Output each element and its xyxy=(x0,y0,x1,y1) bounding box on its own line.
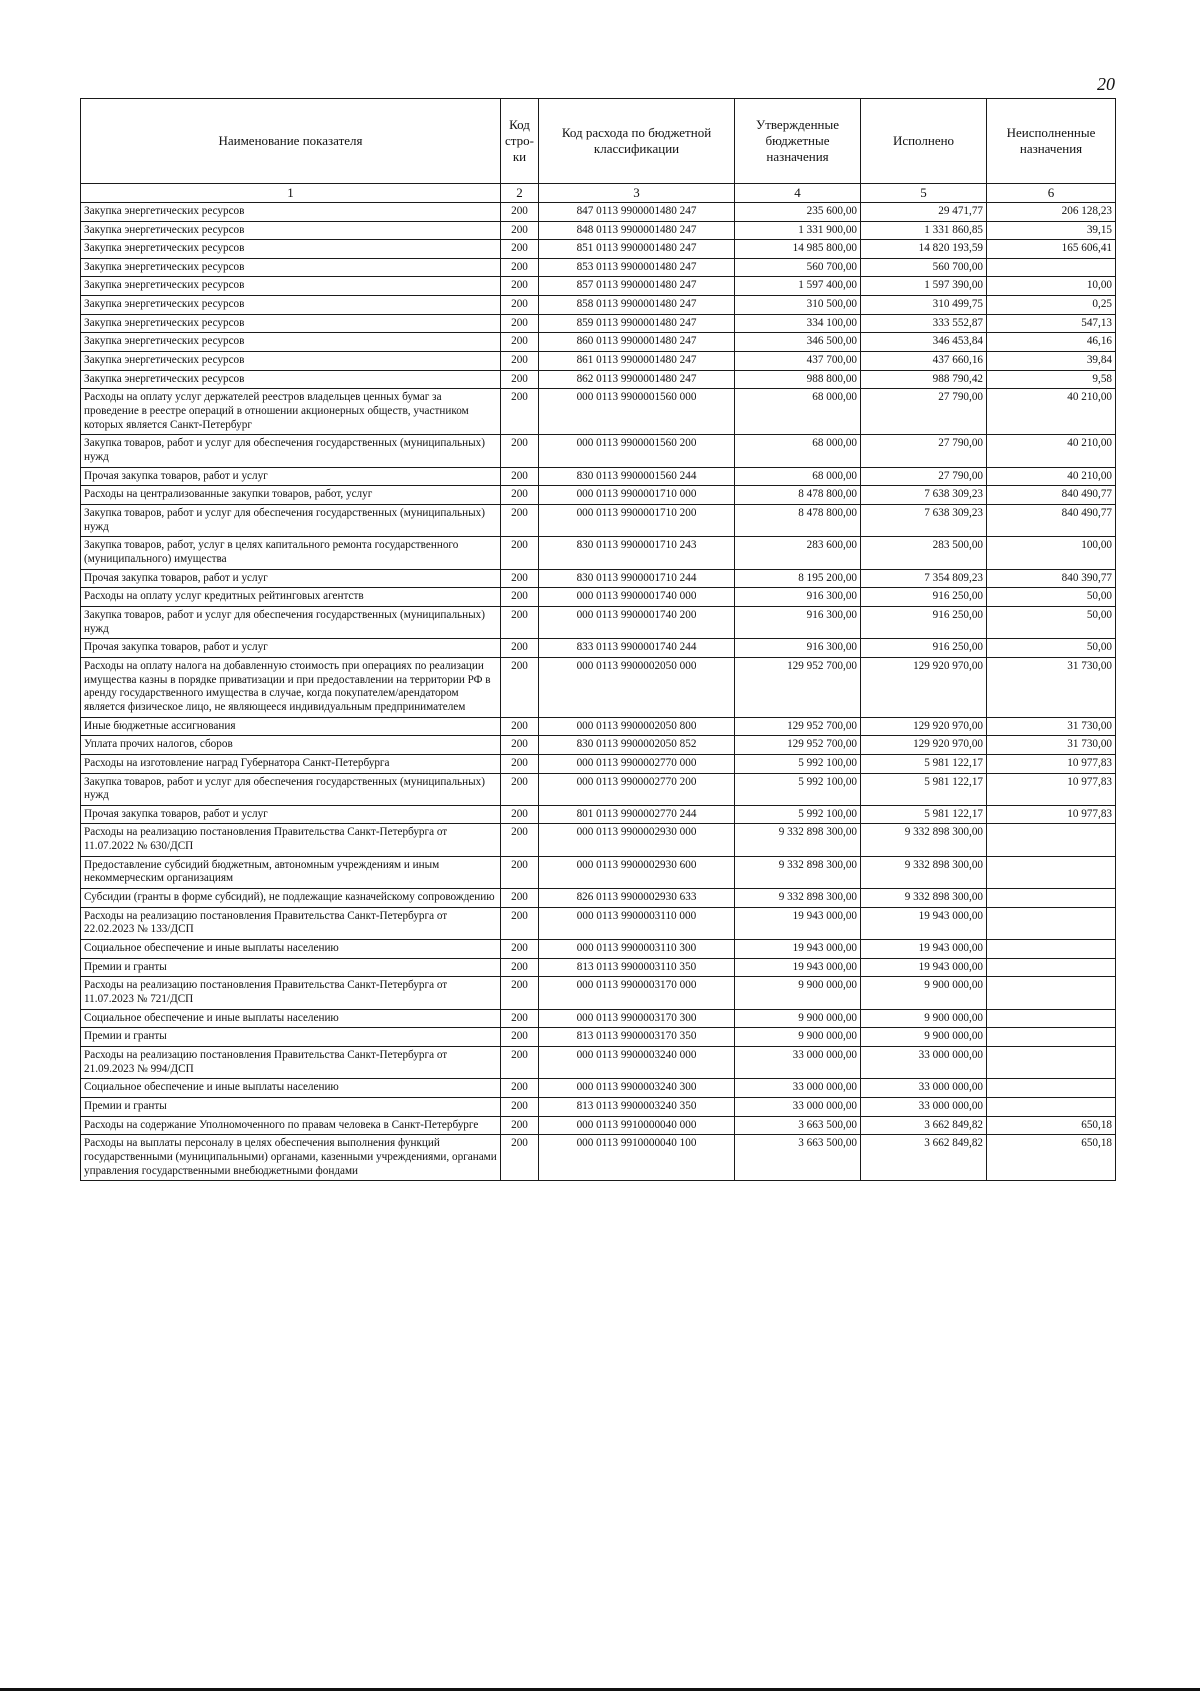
indicator-name-cell: Расходы на содержание Уполномоченного по правам человека в Санкт-Петербурге xyxy=(81,1116,501,1135)
unexecuted-amount-cell: 40 210,00 xyxy=(987,389,1116,435)
indicator-name-cell: Закупка товаров, работ и услуг для обеспечения государственных (муниципальных) нужд xyxy=(81,505,501,537)
row-code-cell: 200 xyxy=(501,824,539,856)
approved-amount-cell: 916 300,00 xyxy=(735,588,861,607)
table-row xyxy=(81,1028,1116,1047)
row-code-cell: 200 xyxy=(501,773,539,805)
approved-amount-cell: 1 597 400,00 xyxy=(735,277,861,296)
approved-amount-cell: 14 985 800,00 xyxy=(735,240,861,259)
table-row xyxy=(81,467,1116,486)
executed-amount-cell: 33 000 000,00 xyxy=(861,1079,987,1098)
indicator-name-cell: Расходы на реализацию постановления Правительства Санкт-Петербурга от 22.02.2023 № 133/ДСП xyxy=(81,907,501,939)
budget-code-cell: 000 0113 9900003170 300 xyxy=(539,1009,735,1028)
unexecuted-amount-cell: 10 977,83 xyxy=(987,773,1116,805)
unexecuted-amount-cell: 31 730,00 xyxy=(987,657,1116,717)
executed-amount-cell: 19 943 000,00 xyxy=(861,907,987,939)
budget-code-cell: 000 0113 9900001560 000 xyxy=(539,389,735,435)
approved-amount-cell: 437 700,00 xyxy=(735,352,861,371)
executed-amount-cell: 129 920 970,00 xyxy=(861,717,987,736)
approved-amount-cell: 33 000 000,00 xyxy=(735,1079,861,1098)
approved-amount-cell: 9 332 898 300,00 xyxy=(735,889,861,908)
executed-amount-cell: 333 552,87 xyxy=(861,314,987,333)
approved-amount-cell: 1 331 900,00 xyxy=(735,221,861,240)
executed-amount-cell: 437 660,16 xyxy=(861,352,987,371)
budget-code-cell: 858 0113 9900001480 247 xyxy=(539,296,735,315)
approved-amount-cell: 19 943 000,00 xyxy=(735,907,861,939)
budget-code-cell: 813 0113 9900003170 350 xyxy=(539,1028,735,1047)
approved-amount-cell: 235 600,00 xyxy=(735,202,861,221)
row-code-cell: 200 xyxy=(501,352,539,371)
budget-code-cell: 830 0113 9900001710 243 xyxy=(539,537,735,569)
unexecuted-amount-cell xyxy=(987,1097,1116,1116)
table-row xyxy=(81,907,1116,939)
approved-amount-cell: 9 900 000,00 xyxy=(735,1028,861,1047)
table-row xyxy=(81,1079,1116,1098)
table-row xyxy=(81,958,1116,977)
row-code-cell: 200 xyxy=(501,277,539,296)
unexecuted-amount-cell: 206 128,23 xyxy=(987,202,1116,221)
header-row-code: Код стро-ки xyxy=(501,99,539,184)
unexecuted-amount-cell: 650,18 xyxy=(987,1135,1116,1181)
executed-amount-cell: 7 638 309,23 xyxy=(861,505,987,537)
table-row xyxy=(81,856,1116,888)
unexecuted-amount-cell: 40 210,00 xyxy=(987,467,1116,486)
unexecuted-amount-cell: 840 390,77 xyxy=(987,569,1116,588)
row-code-cell: 200 xyxy=(501,296,539,315)
unexecuted-amount-cell: 100,00 xyxy=(987,537,1116,569)
budget-code-cell: 000 0113 9900003110 000 xyxy=(539,907,735,939)
executed-amount-cell: 29 471,77 xyxy=(861,202,987,221)
row-code-cell: 200 xyxy=(501,940,539,959)
indicator-name-cell: Прочая закупка товаров, работ и услуг xyxy=(81,805,501,824)
row-code-cell: 200 xyxy=(501,221,539,240)
header-indicator-name: Наименование показателя xyxy=(81,99,501,184)
table-row xyxy=(81,389,1116,435)
budget-code-cell: 813 0113 9900003110 350 xyxy=(539,958,735,977)
row-code-cell: 200 xyxy=(501,1009,539,1028)
table-row xyxy=(81,736,1116,755)
column-number: 1 xyxy=(81,184,501,203)
budget-code-cell: 801 0113 9900002770 244 xyxy=(539,805,735,824)
budget-code-cell: 000 0113 9900003240 000 xyxy=(539,1047,735,1079)
table-row xyxy=(81,889,1116,908)
column-number: 2 xyxy=(501,184,539,203)
indicator-name-cell: Социальное обеспечение и иные выплаты населению xyxy=(81,1009,501,1028)
budget-code-cell: 000 0113 9900002770 200 xyxy=(539,773,735,805)
executed-amount-cell: 7 638 309,23 xyxy=(861,486,987,505)
column-number: 3 xyxy=(539,184,735,203)
header-executed: Исполнено xyxy=(861,99,987,184)
unexecuted-amount-cell: 31 730,00 xyxy=(987,717,1116,736)
executed-amount-cell: 560 700,00 xyxy=(861,258,987,277)
approved-amount-cell: 19 943 000,00 xyxy=(735,940,861,959)
table-row xyxy=(81,606,1116,638)
table-row xyxy=(81,717,1116,736)
table-row xyxy=(81,754,1116,773)
approved-amount-cell: 916 300,00 xyxy=(735,606,861,638)
budget-code-cell: 000 0113 9910000040 100 xyxy=(539,1135,735,1181)
unexecuted-amount-cell xyxy=(987,889,1116,908)
table-row xyxy=(81,486,1116,505)
table-row xyxy=(81,370,1116,389)
executed-amount-cell: 27 790,00 xyxy=(861,435,987,467)
budget-code-cell: 830 0113 9900001560 244 xyxy=(539,467,735,486)
budget-code-cell: 000 0113 9900003170 000 xyxy=(539,977,735,1009)
approved-amount-cell: 68 000,00 xyxy=(735,467,861,486)
approved-amount-cell: 560 700,00 xyxy=(735,258,861,277)
executed-amount-cell: 9 332 898 300,00 xyxy=(861,824,987,856)
indicator-name-cell: Прочая закупка товаров, работ и услуг xyxy=(81,639,501,658)
row-code-cell: 200 xyxy=(501,1028,539,1047)
approved-amount-cell: 68 000,00 xyxy=(735,435,861,467)
budget-code-cell: 861 0113 9900001480 247 xyxy=(539,352,735,371)
budget-code-cell: 813 0113 9900003240 350 xyxy=(539,1097,735,1116)
unexecuted-amount-cell xyxy=(987,856,1116,888)
row-code-cell: 200 xyxy=(501,958,539,977)
executed-amount-cell: 3 662 849,82 xyxy=(861,1116,987,1135)
indicator-name-cell: Расходы на реализацию постановления Правительства Санкт-Петербурга от 21.09.2023 № 994/ДСП xyxy=(81,1047,501,1079)
row-code-cell: 200 xyxy=(501,1135,539,1181)
budget-code-cell: 851 0113 9900001480 247 xyxy=(539,240,735,259)
budget-code-cell: 847 0113 9900001480 247 xyxy=(539,202,735,221)
indicator-name-cell: Уплата прочих налогов, сборов xyxy=(81,736,501,755)
row-code-cell: 200 xyxy=(501,435,539,467)
row-code-cell: 200 xyxy=(501,588,539,607)
row-code-cell: 200 xyxy=(501,1116,539,1135)
indicator-name-cell: Расходы на оплату услуг держателей реестров владельцев ценных бумаг за проведение в реестре операций в отношении акционерных обществ, участником которых является Санкт-Петербург xyxy=(81,389,501,435)
budget-execution-table xyxy=(80,98,1116,1181)
executed-amount-cell: 5 981 122,17 xyxy=(861,773,987,805)
row-code-cell: 200 xyxy=(501,202,539,221)
unexecuted-amount-cell xyxy=(987,1079,1116,1098)
approved-amount-cell: 916 300,00 xyxy=(735,639,861,658)
column-number: 6 xyxy=(987,184,1116,203)
approved-amount-cell: 33 000 000,00 xyxy=(735,1097,861,1116)
table-row xyxy=(81,296,1116,315)
executed-amount-cell: 916 250,00 xyxy=(861,606,987,638)
indicator-name-cell: Закупка энергетических ресурсов xyxy=(81,240,501,259)
header-budget-code: Код расхода по бюджетной классификации xyxy=(539,99,735,184)
row-code-cell: 200 xyxy=(501,333,539,352)
unexecuted-amount-cell: 46,16 xyxy=(987,333,1116,352)
executed-amount-cell: 310 499,75 xyxy=(861,296,987,315)
unexecuted-amount-cell: 39,15 xyxy=(987,221,1116,240)
indicator-name-cell: Закупка энергетических ресурсов xyxy=(81,277,501,296)
row-code-cell: 200 xyxy=(501,717,539,736)
budget-code-cell: 830 0113 9900001710 244 xyxy=(539,569,735,588)
row-code-cell: 200 xyxy=(501,389,539,435)
table-row xyxy=(81,773,1116,805)
budget-code-cell: 000 0113 9900001710 000 xyxy=(539,486,735,505)
approved-amount-cell: 33 000 000,00 xyxy=(735,1047,861,1079)
executed-amount-cell: 916 250,00 xyxy=(861,588,987,607)
executed-amount-cell: 9 900 000,00 xyxy=(861,1028,987,1047)
column-number: 5 xyxy=(861,184,987,203)
table-row xyxy=(81,258,1116,277)
approved-amount-cell: 334 100,00 xyxy=(735,314,861,333)
budget-code-cell: 862 0113 9900001480 247 xyxy=(539,370,735,389)
unexecuted-amount-cell xyxy=(987,258,1116,277)
table-row xyxy=(81,1047,1116,1079)
indicator-name-cell: Закупка энергетических ресурсов xyxy=(81,352,501,371)
header-approved: Утвержденные бюджетные назначения xyxy=(735,99,861,184)
row-code-cell: 200 xyxy=(501,486,539,505)
approved-amount-cell: 5 992 100,00 xyxy=(735,805,861,824)
budget-code-cell: 000 0113 9900003110 300 xyxy=(539,940,735,959)
executed-amount-cell: 129 920 970,00 xyxy=(861,736,987,755)
unexecuted-amount-cell: 650,18 xyxy=(987,1116,1116,1135)
unexecuted-amount-cell: 31 730,00 xyxy=(987,736,1116,755)
indicator-name-cell: Социальное обеспечение и иные выплаты населению xyxy=(81,1079,501,1098)
approved-amount-cell: 19 943 000,00 xyxy=(735,958,861,977)
executed-amount-cell: 988 790,42 xyxy=(861,370,987,389)
executed-amount-cell: 14 820 193,59 xyxy=(861,240,987,259)
row-code-cell: 200 xyxy=(501,754,539,773)
table-row xyxy=(81,240,1116,259)
indicator-name-cell: Иные бюджетные ассигнования xyxy=(81,717,501,736)
approved-amount-cell: 8 478 800,00 xyxy=(735,505,861,537)
unexecuted-amount-cell xyxy=(987,1028,1116,1047)
indicator-name-cell: Субсидии (гранты в форме субсидий), не подлежащие казначейскому сопровождению xyxy=(81,889,501,908)
unexecuted-amount-cell xyxy=(987,977,1116,1009)
table-row xyxy=(81,569,1116,588)
row-code-cell: 200 xyxy=(501,977,539,1009)
unexecuted-amount-cell: 547,13 xyxy=(987,314,1116,333)
executed-amount-cell: 9 332 898 300,00 xyxy=(861,856,987,888)
row-code-cell: 200 xyxy=(501,856,539,888)
budget-code-cell: 000 0113 9910000040 000 xyxy=(539,1116,735,1135)
approved-amount-cell: 283 600,00 xyxy=(735,537,861,569)
executed-amount-cell: 19 943 000,00 xyxy=(861,940,987,959)
approved-amount-cell: 3 663 500,00 xyxy=(735,1135,861,1181)
row-code-cell: 200 xyxy=(501,1079,539,1098)
table-row xyxy=(81,1009,1116,1028)
unexecuted-amount-cell: 840 490,77 xyxy=(987,505,1116,537)
table-row xyxy=(81,202,1116,221)
row-code-cell: 200 xyxy=(501,537,539,569)
indicator-name-cell: Премии и гранты xyxy=(81,1097,501,1116)
unexecuted-amount-cell: 10,00 xyxy=(987,277,1116,296)
executed-amount-cell: 5 981 122,17 xyxy=(861,754,987,773)
budget-code-cell: 000 0113 9900002930 600 xyxy=(539,856,735,888)
table-row xyxy=(81,657,1116,717)
unexecuted-amount-cell: 10 977,83 xyxy=(987,754,1116,773)
budget-code-cell: 853 0113 9900001480 247 xyxy=(539,258,735,277)
table-row xyxy=(81,1097,1116,1116)
row-code-cell: 200 xyxy=(501,805,539,824)
unexecuted-amount-cell xyxy=(987,940,1116,959)
indicator-name-cell: Расходы на оплату налога на добавленную стоимость при операциях по реализации имущества казны в порядке приватизации и при предоставлении на территории РФ в аренду государственного имущества в случае, когда покупателем/арендатором является физическое лицо, не являющееся индивидуальным предпринимателем xyxy=(81,657,501,717)
row-code-cell: 200 xyxy=(501,569,539,588)
indicator-name-cell: Закупка энергетических ресурсов xyxy=(81,370,501,389)
budget-code-cell: 000 0113 9900002770 000 xyxy=(539,754,735,773)
header-row xyxy=(81,99,1116,184)
indicator-name-cell: Расходы на выплаты персоналу в целях обеспечения выполнения функций государственными (муниципальными) органами, казенными учреждениями, органами управления государственными внебюджетными фондами xyxy=(81,1135,501,1181)
executed-amount-cell: 7 354 809,23 xyxy=(861,569,987,588)
table-row xyxy=(81,352,1116,371)
unexecuted-amount-cell xyxy=(987,958,1116,977)
page-number: 20 xyxy=(1097,74,1115,94)
budget-code-cell: 848 0113 9900001480 247 xyxy=(539,221,735,240)
approved-amount-cell: 310 500,00 xyxy=(735,296,861,315)
executed-amount-cell: 3 662 849,82 xyxy=(861,1135,987,1181)
table-row xyxy=(81,314,1116,333)
indicator-name-cell: Расходы на централизованные закупки товаров, работ, услуг xyxy=(81,486,501,505)
table-row xyxy=(81,639,1116,658)
budget-code-cell: 000 0113 9900002050 800 xyxy=(539,717,735,736)
indicator-name-cell: Закупка товаров, работ и услуг для обеспечения государственных (муниципальных) нужд xyxy=(81,435,501,467)
row-code-cell: 200 xyxy=(501,505,539,537)
indicator-name-cell: Прочая закупка товаров, работ и услуг xyxy=(81,467,501,486)
unexecuted-amount-cell: 165 606,41 xyxy=(987,240,1116,259)
unexecuted-amount-cell: 50,00 xyxy=(987,606,1116,638)
table-row xyxy=(81,221,1116,240)
table-row xyxy=(81,824,1116,856)
budget-code-cell: 000 0113 9900001560 200 xyxy=(539,435,735,467)
executed-amount-cell: 33 000 000,00 xyxy=(861,1047,987,1079)
row-code-cell: 200 xyxy=(501,606,539,638)
approved-amount-cell: 8 478 800,00 xyxy=(735,486,861,505)
row-code-cell: 200 xyxy=(501,1047,539,1079)
indicator-name-cell: Закупка товаров, работ, услуг в целях капитального ремонта государственного (муниципального) имущества xyxy=(81,537,501,569)
approved-amount-cell: 68 000,00 xyxy=(735,389,861,435)
row-code-cell: 200 xyxy=(501,907,539,939)
executed-amount-cell: 1 597 390,00 xyxy=(861,277,987,296)
table-body xyxy=(81,202,1116,1180)
executed-amount-cell: 9 900 000,00 xyxy=(861,977,987,1009)
row-code-cell: 200 xyxy=(501,467,539,486)
executed-amount-cell: 916 250,00 xyxy=(861,639,987,658)
budget-code-cell: 857 0113 9900001480 247 xyxy=(539,277,735,296)
budget-code-cell: 860 0113 9900001480 247 xyxy=(539,333,735,352)
row-code-cell: 200 xyxy=(501,657,539,717)
executed-amount-cell: 19 943 000,00 xyxy=(861,958,987,977)
column-number-row xyxy=(81,184,1116,203)
budget-code-cell: 859 0113 9900001480 247 xyxy=(539,314,735,333)
indicator-name-cell: Закупка энергетических ресурсов xyxy=(81,221,501,240)
indicator-name-cell: Расходы на реализацию постановления Правительства Санкт-Петербурга от 11.07.2023 № 721/ДСП xyxy=(81,977,501,1009)
indicator-name-cell: Прочая закупка товаров, работ и услуг xyxy=(81,569,501,588)
executed-amount-cell: 129 920 970,00 xyxy=(861,657,987,717)
row-code-cell: 200 xyxy=(501,889,539,908)
indicator-name-cell: Закупка энергетических ресурсов xyxy=(81,296,501,315)
column-number: 4 xyxy=(735,184,861,203)
approved-amount-cell: 129 952 700,00 xyxy=(735,657,861,717)
budget-code-cell: 000 0113 9900001740 200 xyxy=(539,606,735,638)
unexecuted-amount-cell: 10 977,83 xyxy=(987,805,1116,824)
table-row xyxy=(81,977,1116,1009)
approved-amount-cell: 346 500,00 xyxy=(735,333,861,352)
approved-amount-cell: 129 952 700,00 xyxy=(735,736,861,755)
unexecuted-amount-cell: 50,00 xyxy=(987,639,1116,658)
indicator-name-cell: Премии и гранты xyxy=(81,1028,501,1047)
executed-amount-cell: 5 981 122,17 xyxy=(861,805,987,824)
row-code-cell: 200 xyxy=(501,736,539,755)
indicator-name-cell: Расходы на оплату услуг кредитных рейтинговых агентств xyxy=(81,588,501,607)
unexecuted-amount-cell: 840 490,77 xyxy=(987,486,1116,505)
budget-code-cell: 000 0113 9900002050 000 xyxy=(539,657,735,717)
table-row xyxy=(81,805,1116,824)
table-row xyxy=(81,940,1116,959)
approved-amount-cell: 9 900 000,00 xyxy=(735,977,861,1009)
approved-amount-cell: 988 800,00 xyxy=(735,370,861,389)
row-code-cell: 200 xyxy=(501,258,539,277)
budget-code-cell: 833 0113 9900001740 244 xyxy=(539,639,735,658)
header-unexecuted: Неисполненные назначения xyxy=(987,99,1116,184)
executed-amount-cell: 27 790,00 xyxy=(861,389,987,435)
row-code-cell: 200 xyxy=(501,314,539,333)
approved-amount-cell: 9 900 000,00 xyxy=(735,1009,861,1028)
unexecuted-amount-cell xyxy=(987,824,1116,856)
indicator-name-cell: Закупка товаров, работ и услуг для обеспечения государственных (муниципальных) нужд xyxy=(81,773,501,805)
executed-amount-cell: 27 790,00 xyxy=(861,467,987,486)
budget-code-cell: 830 0113 9900002050 852 xyxy=(539,736,735,755)
indicator-name-cell: Расходы на реализацию постановления Правительства Санкт-Петербурга от 11.07.2022 № 630/ДСП xyxy=(81,824,501,856)
row-code-cell: 200 xyxy=(501,1097,539,1116)
executed-amount-cell: 9 900 000,00 xyxy=(861,1009,987,1028)
budget-code-cell: 000 0113 9900001740 000 xyxy=(539,588,735,607)
indicator-name-cell: Премии и гранты xyxy=(81,958,501,977)
approved-amount-cell: 5 992 100,00 xyxy=(735,754,861,773)
table-row xyxy=(81,435,1116,467)
table-row xyxy=(81,588,1116,607)
row-code-cell: 200 xyxy=(501,639,539,658)
unexecuted-amount-cell: 0,25 xyxy=(987,296,1116,315)
executed-amount-cell: 1 331 860,85 xyxy=(861,221,987,240)
table-row xyxy=(81,277,1116,296)
budget-code-cell: 000 0113 9900002930 000 xyxy=(539,824,735,856)
table-row xyxy=(81,333,1116,352)
budget-code-cell: 826 0113 9900002930 633 xyxy=(539,889,735,908)
unexecuted-amount-cell: 39,84 xyxy=(987,352,1116,371)
approved-amount-cell: 5 992 100,00 xyxy=(735,773,861,805)
budget-code-cell: 000 0113 9900003240 300 xyxy=(539,1079,735,1098)
table-row xyxy=(81,1116,1116,1135)
unexecuted-amount-cell: 40 210,00 xyxy=(987,435,1116,467)
row-code-cell: 200 xyxy=(501,370,539,389)
indicator-name-cell: Закупка энергетических ресурсов xyxy=(81,314,501,333)
unexecuted-amount-cell xyxy=(987,1047,1116,1079)
indicator-name-cell: Социальное обеспечение и иные выплаты населению xyxy=(81,940,501,959)
indicator-name-cell: Закупка товаров, работ и услуг для обеспечения государственных (муниципальных) нужд xyxy=(81,606,501,638)
executed-amount-cell: 346 453,84 xyxy=(861,333,987,352)
budget-code-cell: 000 0113 9900001710 200 xyxy=(539,505,735,537)
row-code-cell: 200 xyxy=(501,240,539,259)
indicator-name-cell: Предоставление субсидий бюджетным, автономным учреждениям и иным некоммерческим организациям xyxy=(81,856,501,888)
approved-amount-cell: 129 952 700,00 xyxy=(735,717,861,736)
table-row xyxy=(81,537,1116,569)
table-row xyxy=(81,1135,1116,1181)
unexecuted-amount-cell: 50,00 xyxy=(987,588,1116,607)
indicator-name-cell: Закупка энергетических ресурсов xyxy=(81,258,501,277)
executed-amount-cell: 9 332 898 300,00 xyxy=(861,889,987,908)
approved-amount-cell: 9 332 898 300,00 xyxy=(735,824,861,856)
approved-amount-cell: 9 332 898 300,00 xyxy=(735,856,861,888)
indicator-name-cell: Расходы на изготовление наград Губернатора Санкт-Петербурга xyxy=(81,754,501,773)
unexecuted-amount-cell xyxy=(987,1009,1116,1028)
unexecuted-amount-cell: 9,58 xyxy=(987,370,1116,389)
executed-amount-cell: 33 000 000,00 xyxy=(861,1097,987,1116)
indicator-name-cell: Закупка энергетических ресурсов xyxy=(81,333,501,352)
indicator-name-cell: Закупка энергетических ресурсов xyxy=(81,202,501,221)
approved-amount-cell: 8 195 200,00 xyxy=(735,569,861,588)
executed-amount-cell: 283 500,00 xyxy=(861,537,987,569)
unexecuted-amount-cell xyxy=(987,907,1116,939)
table-row xyxy=(81,505,1116,537)
approved-amount-cell: 3 663 500,00 xyxy=(735,1116,861,1135)
